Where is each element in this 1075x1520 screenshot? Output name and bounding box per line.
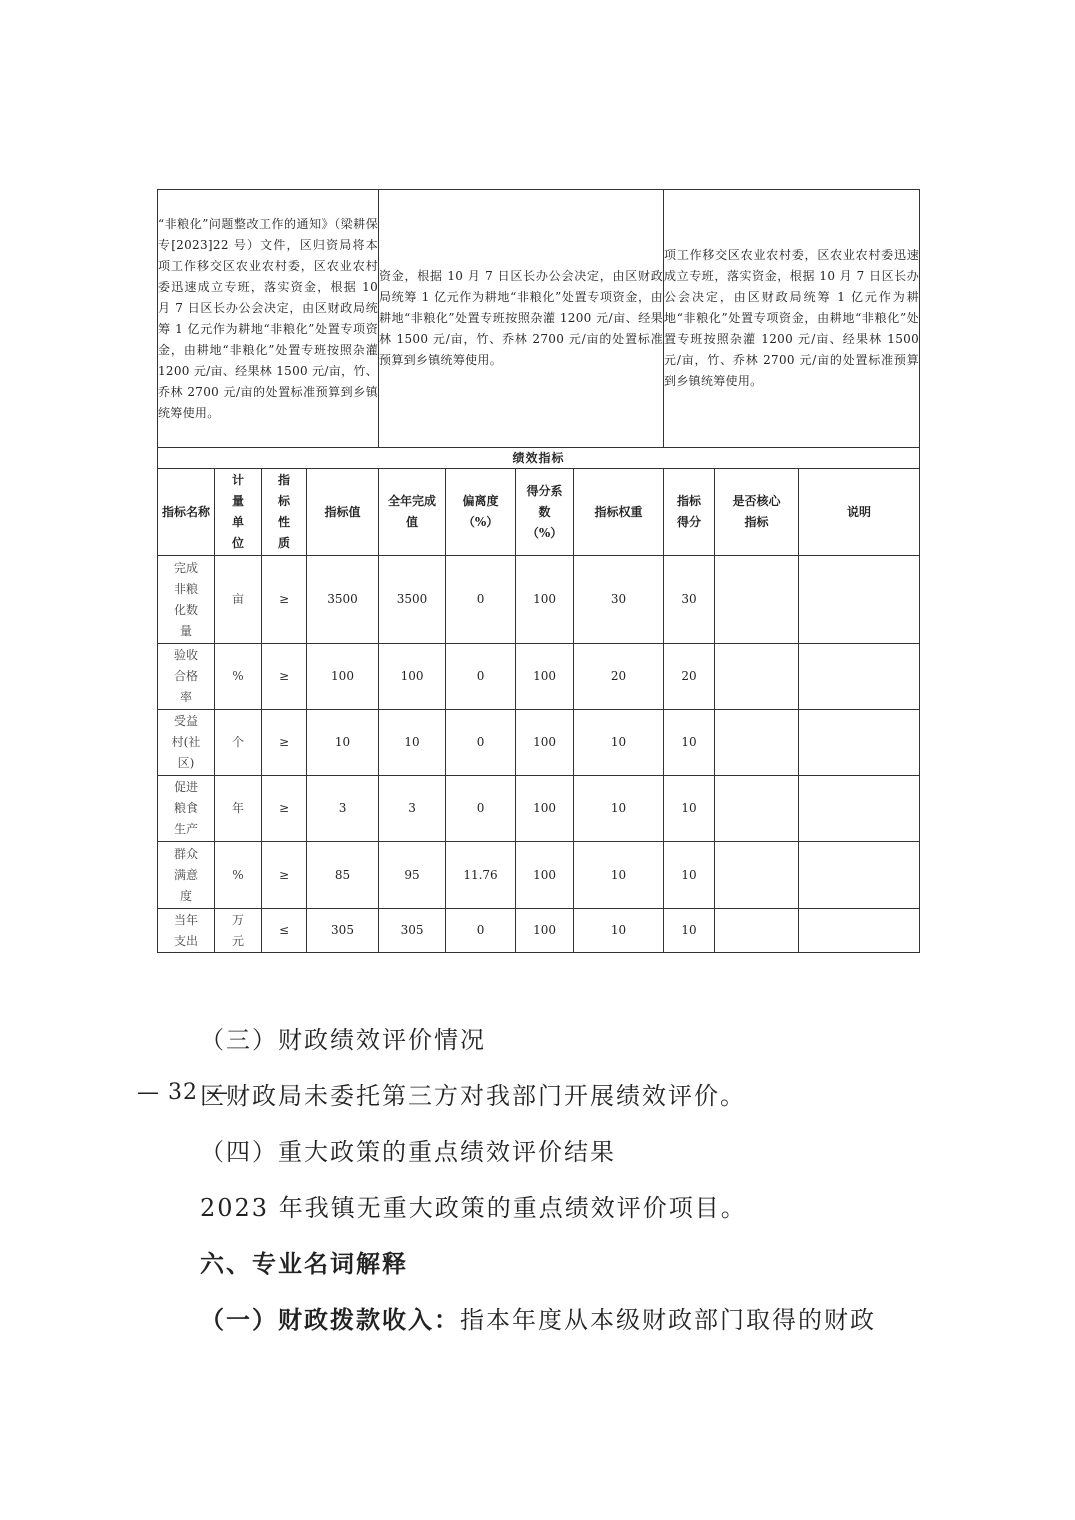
description-cell: 项工作移交区农业农村委，区农业农村委迅速成立专班，落实资金，根据 10 月 7 日区长办公会决定，由区财政局统筹 1 亿元作为耕地“非粮化”处置专项资金，由耕地“非粮化”处置专班按照杂灌 1200 元/亩、经果林 1500 元/亩，竹、乔林 2700 元/亩的处置标准预算到乡镇统筹使用。 <box>664 190 920 448</box>
cell-core <box>715 556 799 644</box>
cell-score: 10 <box>664 909 715 953</box>
cell-weight: 20 <box>574 644 664 710</box>
cell-core <box>715 909 799 953</box>
section-3-text: 区财政局未委托第三方对我部门开展绩效评价。 <box>200 1082 746 1110</box>
table-row <box>158 644 920 710</box>
section-3-title: （三）财政绩效评价情况 <box>200 1026 486 1054</box>
table-row <box>158 556 920 644</box>
cell-target: 10 <box>307 710 379 776</box>
cell-unit: 万元 <box>215 909 262 953</box>
cell-nature: ≥ <box>262 842 307 909</box>
cell-target: 305 <box>307 909 379 953</box>
cell-score: 30 <box>664 556 715 644</box>
cell-actual: 305 <box>379 909 446 953</box>
cell-unit: % <box>215 842 262 909</box>
cell-deviation: 0 <box>446 556 516 644</box>
cell-note <box>799 556 920 644</box>
cell-nature: ≥ <box>262 644 307 710</box>
cell-note <box>799 776 920 842</box>
cell-name: 完成非粮化数量 <box>158 556 215 644</box>
cell-coefficient: 100 <box>516 776 574 842</box>
cell-unit: % <box>215 644 262 710</box>
cell-coefficient: 100 <box>516 710 574 776</box>
description-row <box>158 190 920 448</box>
cell-core <box>715 776 799 842</box>
performance-indicators-heading: 绩效指标 <box>158 448 920 469</box>
cell-nature: ≥ <box>262 776 307 842</box>
performance-table <box>157 189 920 953</box>
cell-actual: 3 <box>379 776 446 842</box>
cell-core <box>715 644 799 710</box>
section-6-title: 六、专业名词解释 <box>200 1249 408 1278</box>
table-row <box>158 710 920 776</box>
cell-nature: ≤ <box>262 909 307 953</box>
cell-deviation: 11.76 <box>446 842 516 909</box>
cell-note <box>799 842 920 909</box>
cell-unit: 个 <box>215 710 262 776</box>
cell-name: 当年支出 <box>158 909 215 953</box>
page-number: — 32 — <box>137 1080 229 1105</box>
cell-note <box>799 909 920 953</box>
cell-actual: 3500 <box>379 556 446 644</box>
column-header-actual: 全年完成值 <box>379 469 446 556</box>
cell-actual: 10 <box>379 710 446 776</box>
cell-core <box>715 710 799 776</box>
cell-deviation: 0 <box>446 644 516 710</box>
section-header-row <box>158 448 920 469</box>
cell-nature: ≥ <box>262 556 307 644</box>
cell-weight: 10 <box>574 842 664 909</box>
term-definition: 指本年度从本级财政部门取得的财政 <box>460 1306 876 1334</box>
column-header-nature: 指标性质 <box>262 469 307 556</box>
section-6-item-1 <box>200 1300 876 1335</box>
cell-score: 10 <box>664 842 715 909</box>
cell-name: 受益村(社区) <box>158 710 215 776</box>
column-header-deviation: 偏离度（%） <box>446 469 516 556</box>
section-4-title: （四）重大政策的重点绩效评价结果 <box>200 1138 616 1166</box>
table-row <box>158 909 920 953</box>
cell-deviation: 0 <box>446 710 516 776</box>
cell-actual: 95 <box>379 842 446 909</box>
cell-nature: ≥ <box>262 710 307 776</box>
section-4-text: 2023 年我镇无重大政策的重点绩效评价项目。 <box>200 1194 747 1222</box>
column-header-coefficient: 得分系数（%） <box>516 469 574 556</box>
cell-target: 85 <box>307 842 379 909</box>
column-header-core: 是否核心指标 <box>715 469 799 556</box>
column-header-note: 说明 <box>799 469 920 556</box>
cell-name: 群众满意度 <box>158 842 215 909</box>
description-cell: “非粮化”问题整改工作的通知》（梁耕保专[2023]22 号）文件，区归资局将本项工作移交区农业农村委，区农业农村委迅速成立专班，落实资金，根据 10 月 7 日区长办公会决定，由区财政局统筹 1 亿元作为耕地“非粮化”处置专项资金，由耕地“非粮化”处置专班按照杂灌 1200 元/亩、经果林 1500 元/亩，竹、乔林 2700 元/亩的处置标准预算到乡镇统筹使用。 <box>158 190 379 448</box>
column-header-name: 指标名称 <box>158 469 215 556</box>
cell-core <box>715 842 799 909</box>
term-label: （一）财政拨款收入： <box>200 1305 460 1334</box>
cell-unit: 年 <box>215 776 262 842</box>
cell-note <box>799 644 920 710</box>
cell-name: 促进粮食生产 <box>158 776 215 842</box>
cell-deviation: 0 <box>446 909 516 953</box>
table-row <box>158 776 920 842</box>
cell-weight: 10 <box>574 710 664 776</box>
column-header-score: 指标得分 <box>664 469 715 556</box>
cell-deviation: 0 <box>446 776 516 842</box>
column-header-row <box>158 469 920 556</box>
cell-actual: 100 <box>379 644 446 710</box>
cell-target: 3500 <box>307 556 379 644</box>
cell-score: 10 <box>664 710 715 776</box>
cell-target: 100 <box>307 644 379 710</box>
cell-score: 20 <box>664 644 715 710</box>
cell-target: 3 <box>307 776 379 842</box>
cell-note <box>799 710 920 776</box>
table-row <box>158 842 920 909</box>
cell-name: 验收合格率 <box>158 644 215 710</box>
cell-weight: 30 <box>574 556 664 644</box>
column-header-target: 指标值 <box>307 469 379 556</box>
cell-weight: 10 <box>574 909 664 953</box>
cell-weight: 10 <box>574 776 664 842</box>
description-cell: 资金，根据 10 月 7 日区长办公会决定，由区财政局统筹 1 亿元作为耕地“非粮化”处置专项资金，由耕地“非粮化”处置专班按照杂灌 1200 元/亩、经果林 1500 元/亩，竹、乔林 2700 元/亩的处置标准预算到乡镇统筹使用。 <box>379 190 664 448</box>
cell-coefficient: 100 <box>516 644 574 710</box>
cell-coefficient: 100 <box>516 909 574 953</box>
cell-coefficient: 100 <box>516 556 574 644</box>
column-header-unit: 计量单位 <box>215 469 262 556</box>
cell-unit: 亩 <box>215 556 262 644</box>
cell-score: 10 <box>664 776 715 842</box>
column-header-weight: 指标权重 <box>574 469 664 556</box>
cell-coefficient: 100 <box>516 842 574 909</box>
